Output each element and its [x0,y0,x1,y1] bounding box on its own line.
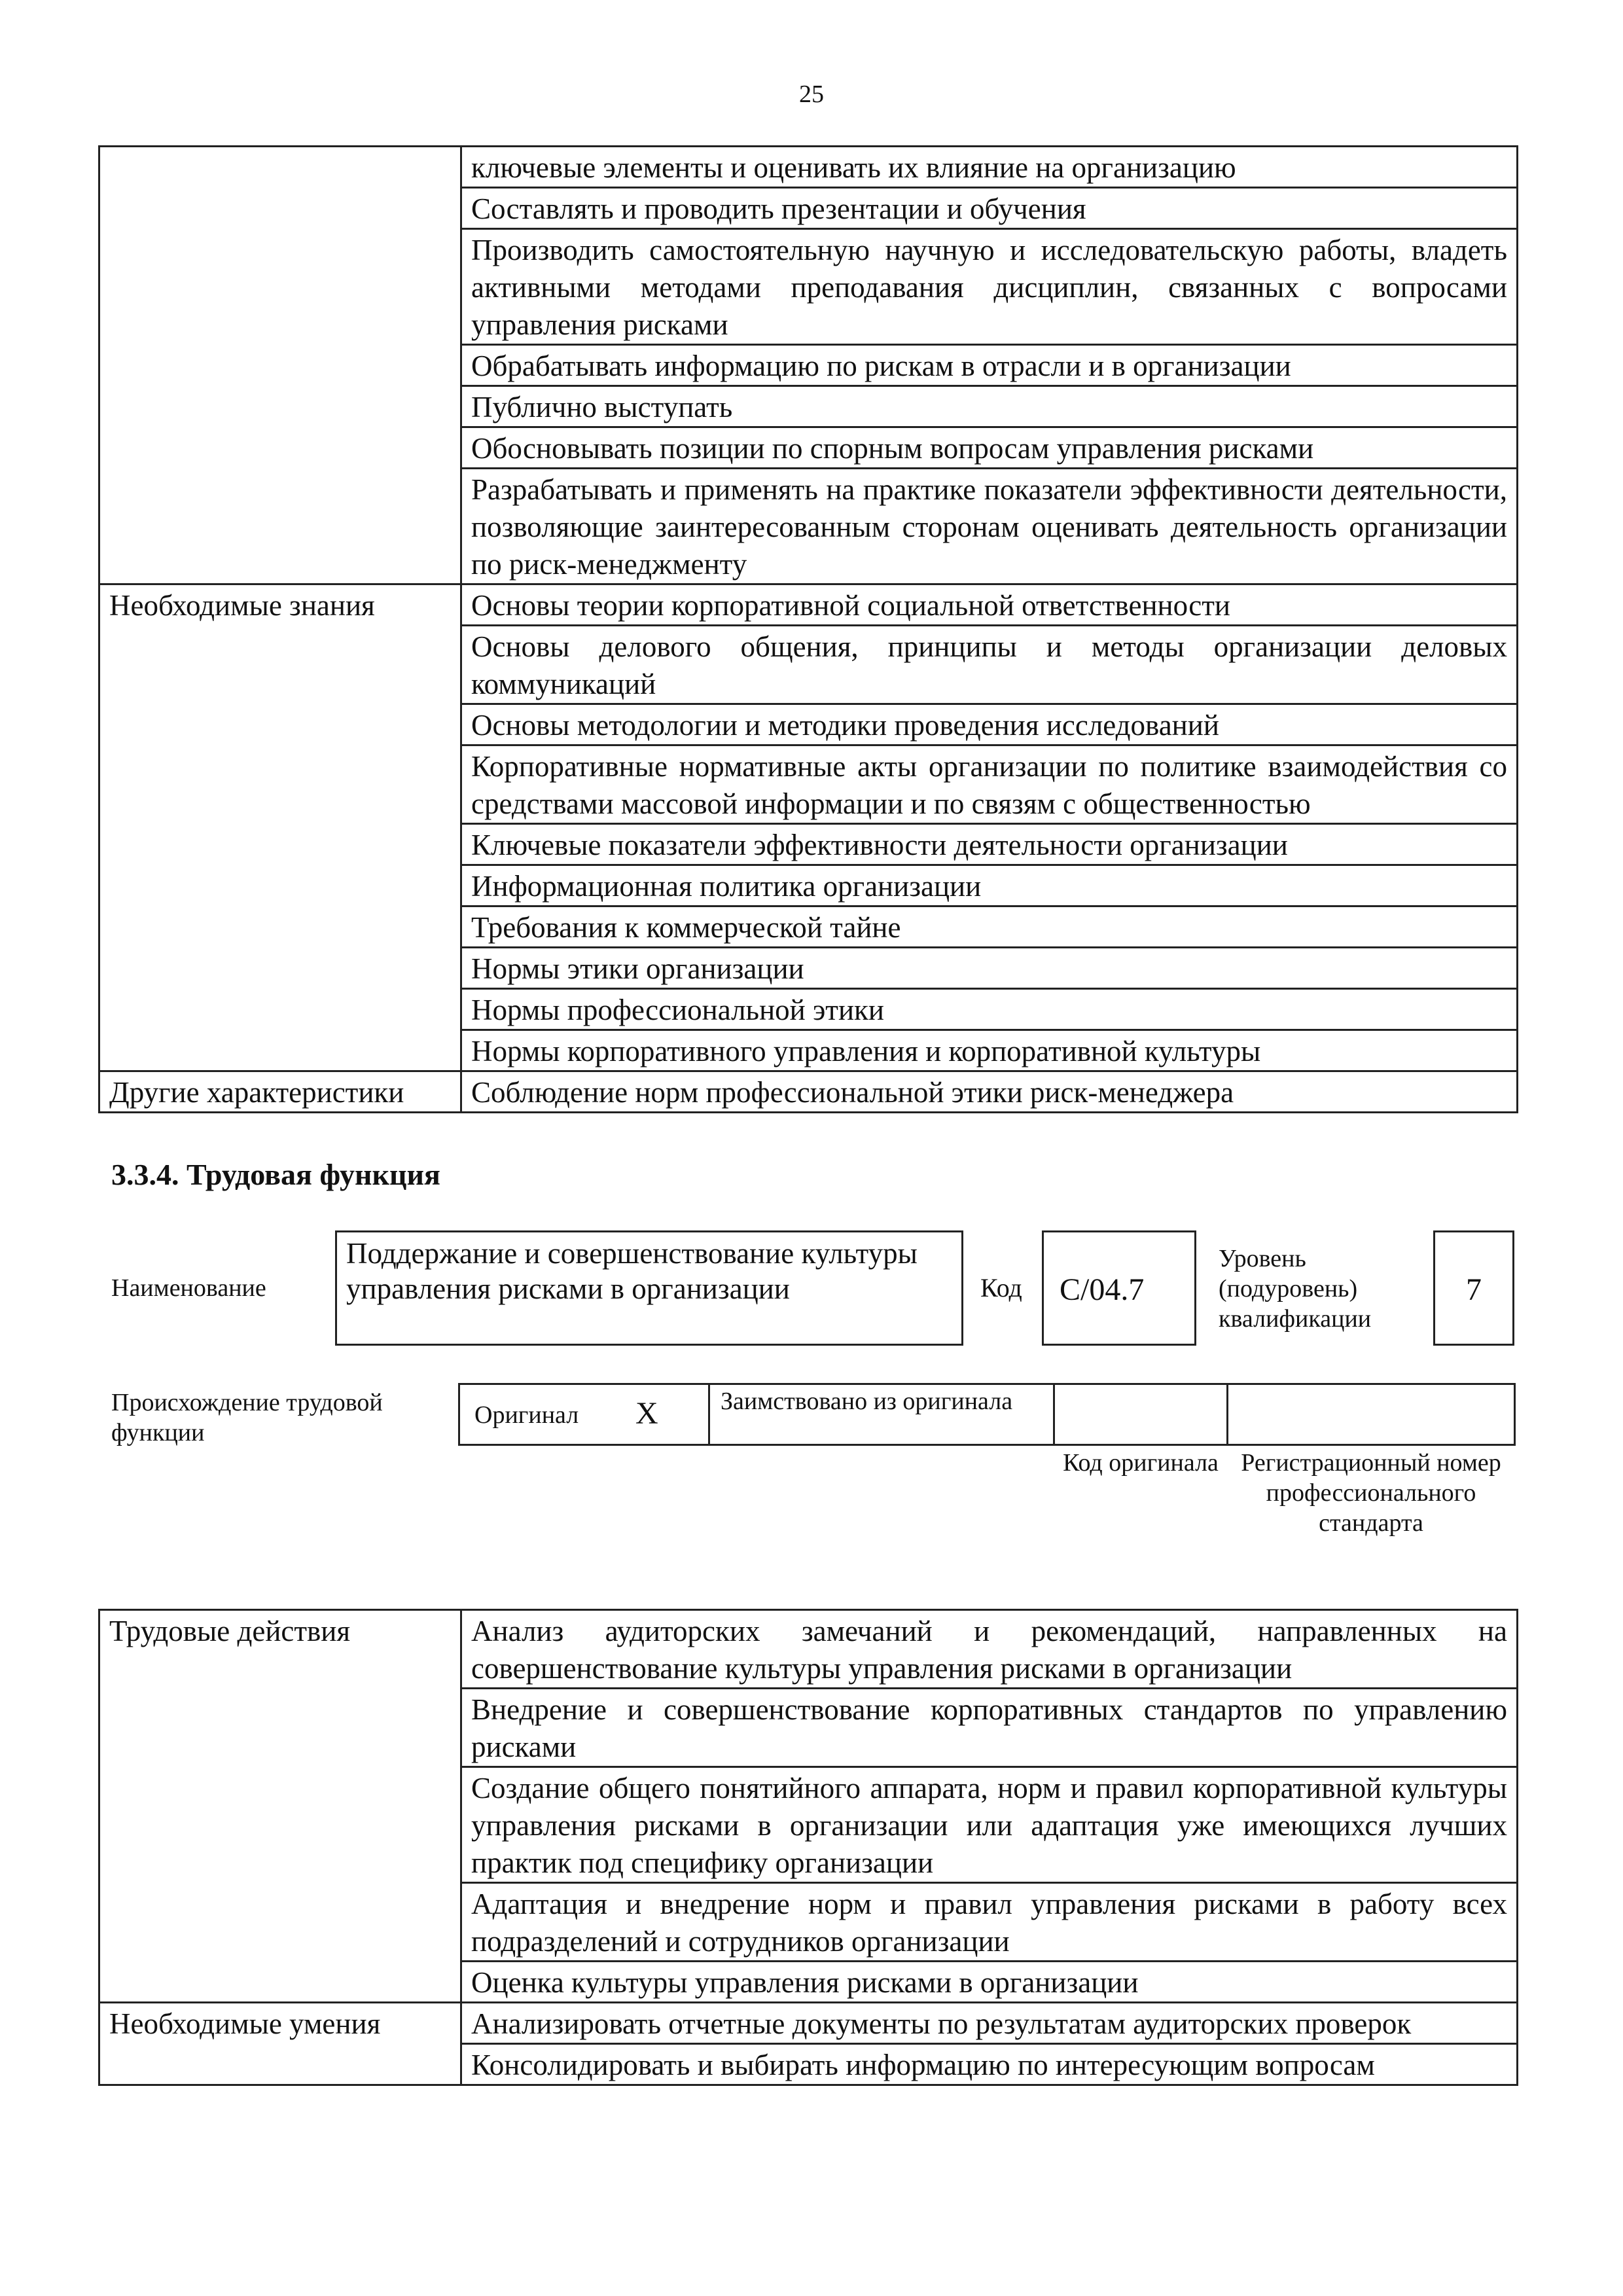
reg-number-caption: Регистрационный номер профессионального стандарта [1241,1449,1501,1537]
row-text-cell: Основы методологии и методики проведения исследований [461,704,1518,745]
code-label: Код [980,1273,1022,1302]
row-text-cell: Публично выступать [461,386,1518,427]
code-original-box [1053,1383,1228,1446]
row-text-cell: Корпоративные нормативные акты организации по политике взаимодействия со средствами массовой информации и по связям с общественностью [461,745,1518,824]
original-mark: Х [635,1396,658,1431]
page-number: 25 [799,81,824,108]
skills-knowledge-table [98,145,1518,1113]
row-text-cell: Нормы профессиональной этики [461,989,1518,1030]
actions-skills-table [98,1609,1518,2086]
row-text-cell: Ключевые показатели эффективности деятельности организации [461,824,1518,865]
row-text-cell: Обрабатывать информацию по рискам в отрасли и в организации [461,345,1518,386]
row-label-cell [99,147,461,584]
table-row [99,2003,1518,2044]
level-value-box: 7 [1433,1230,1514,1346]
code-value-box: С/04.7 [1042,1230,1196,1346]
original-label: Оригинал [474,1401,579,1429]
table-row [99,1071,1518,1113]
table-row [99,147,1518,188]
row-text-cell: Нормы корпоративного управления и корпоративной культуры [461,1030,1518,1071]
table-row [99,1610,1518,1689]
row-text-cell: Анализировать отчетные документы по результатам аудиторских проверок [461,2003,1518,2044]
row-text-cell: Основы теории корпоративной социальной ответственности [461,584,1518,626]
row-text-cell: Обосновывать позиции по спорным вопросам управления рисками [461,427,1518,469]
row-text-cell: Соблюдение норм профессиональной этики риск-менеджера [461,1071,1518,1113]
section-title: 3.3.4. Трудовая функция [111,1158,440,1191]
row-text-cell: Анализ аудиторских замечаний и рекомендаций, направленных на совершенствование культуры управления рисками в организации [461,1610,1518,1689]
row-text-cell: Информационная политика организации [461,865,1518,906]
origin-label: Происхождение трудовой функции [111,1389,383,1446]
row-text-cell: Разрабатывать и применять на практике показатели эффективности деятельности, позволяющие заинтересованным сторонам оценивать деятельность организации по риск-менеджменту [461,469,1518,584]
code-original-caption: Код оригинала [1063,1449,1219,1477]
row-label-knowledge: Необходимые знания [99,584,461,1071]
row-text-cell: Составлять и проводить презентации и обучения [461,188,1518,229]
level-label: Уровень (подуровень) квалификации [1219,1245,1372,1333]
original-box [458,1383,710,1446]
name-value-box: Поддержание и совершенствование культуры управления рисками в организации [335,1230,963,1346]
reg-number-box [1226,1383,1516,1446]
row-label-actions: Трудовые действия [99,1610,461,2003]
row-text-cell: Нормы этики организации [461,948,1518,989]
row-label-skills: Необходимые умения [99,2003,461,2085]
row-text-cell: Производить самостоятельную научную и исследовательскую работы, владеть активными методами преподавания дисциплин, связанных с вопросами управления рисками [461,229,1518,345]
row-text-cell: Требования к коммерческой тайне [461,906,1518,948]
row-text-cell: Оценка культуры управления рисками в организации [461,1962,1518,2003]
row-text-cell: Создание общего понятийного аппарата, норм и правил корпоративной культуры управления рисками в организации или адаптация уже имеющихся лучших практик под специфику организации [461,1767,1518,1883]
borrowed-box: Заимствовано из оригинала [708,1383,1055,1446]
row-text-cell: Адаптация и внедрение норм и правил управления рисками в работу всех подразделений и сотрудников организации [461,1883,1518,1962]
row-text-cell: Основы делового общения, принципы и методы организации деловых коммуникаций [461,626,1518,704]
name-label: Наименование [111,1274,266,1302]
table-row [99,584,1518,626]
row-label-other: Другие характеристики [99,1071,461,1113]
row-text-cell: Консолидировать и выбирать информацию по интересующим вопросам [461,2044,1518,2085]
row-text-cell: ключевые элементы и оценивать их влияние на организацию [461,147,1518,188]
row-text-cell: Внедрение и совершенствование корпоративных стандартов по управлению рисками [461,1689,1518,1767]
